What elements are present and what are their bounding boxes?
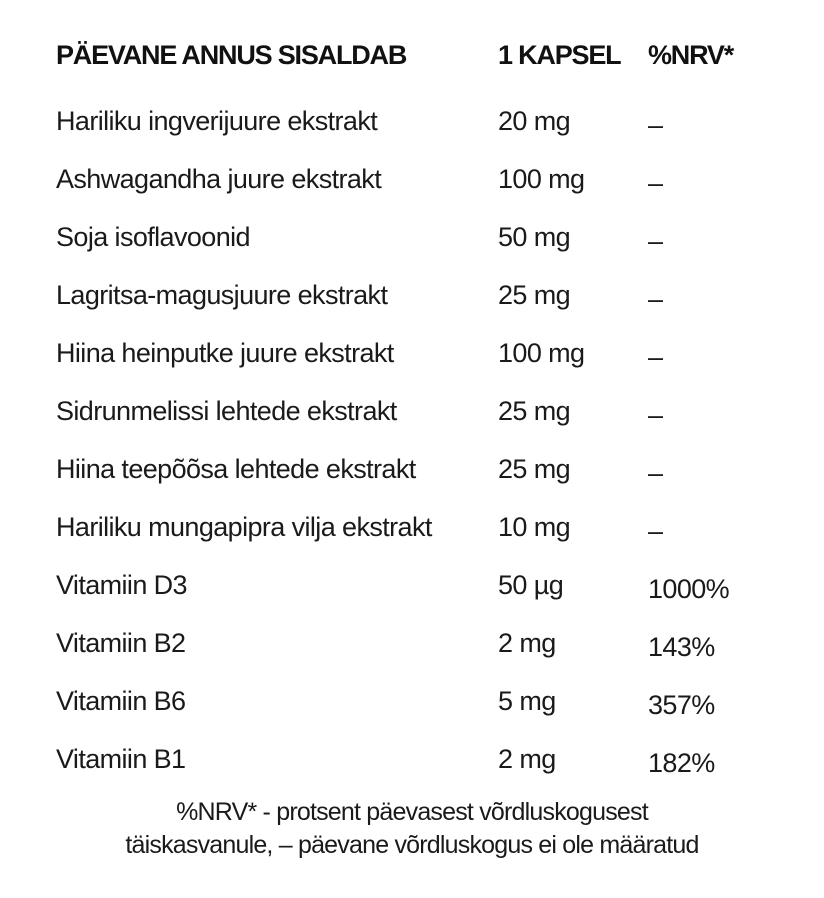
ingredient-name: Hariliku mungapipra vilja ekstrakt: [56, 511, 432, 542]
table-row: [56, 730, 776, 788]
ingredient-nrv: –: [648, 515, 663, 546]
ingredient-name: Vitamiin D3: [56, 569, 187, 600]
table-header: [56, 30, 776, 80]
table-row: [56, 266, 776, 324]
ingredient-amount: 20 mg: [498, 105, 571, 136]
table-row: [56, 382, 776, 440]
table-row: [56, 556, 776, 614]
footnote-line-1: %NRV* - protsent päevasest võrdluskogusest: [176, 798, 648, 826]
nutrition-table: [56, 30, 776, 788]
ingredient-name: Vitamiin B1: [56, 743, 186, 774]
ingredient-amount: 50 µg: [498, 569, 564, 600]
ingredient-nrv: 1000%: [648, 573, 730, 604]
header-ingredient: PÄEVANE ANNUS SISALDAB: [56, 39, 407, 70]
ingredient-nrv: 143%: [648, 631, 715, 662]
ingredient-name: Sidrunmelissi lehtede ekstrakt: [56, 395, 397, 426]
ingredient-name: Soja isoflavoonid: [56, 221, 250, 252]
table-row: [56, 440, 776, 498]
table-row: [56, 208, 776, 266]
ingredient-amount: 25 mg: [498, 395, 571, 426]
footnote-line-2: täiskasvanule, – päevane võrdluskogus ei ole määratud: [125, 831, 699, 859]
ingredient-amount: 25 mg: [498, 279, 571, 310]
ingredient-name: Vitamiin B6: [56, 685, 186, 716]
ingredient-amount: 50 mg: [498, 221, 571, 252]
table-row: [56, 92, 776, 150]
ingredient-nrv: –: [648, 283, 663, 314]
table-row: [56, 672, 776, 730]
ingredient-amount: 100 mg: [498, 337, 585, 368]
ingredient-nrv: –: [648, 167, 663, 198]
ingredient-nrv: –: [648, 457, 663, 488]
ingredient-amount: 25 mg: [498, 453, 571, 484]
table-row: [56, 614, 776, 672]
ingredient-name: Hariliku ingverijuure ekstrakt: [56, 105, 378, 136]
ingredient-nrv: –: [648, 399, 663, 430]
ingredient-nrv: –: [648, 341, 663, 372]
ingredient-nrv: 182%: [648, 747, 715, 778]
table-row: [56, 498, 776, 556]
ingredient-name: Vitamiin B2: [56, 627, 186, 658]
header-nrv: %NRV*: [648, 39, 734, 70]
header-amount: 1 KAPSEL: [498, 39, 621, 70]
ingredient-amount: 10 mg: [498, 511, 571, 542]
ingredient-name: Ashwagandha juure ekstrakt: [56, 163, 382, 194]
footnote: [0, 796, 824, 862]
ingredient-name: Hiina teepõõsa lehtede ekstrakt: [56, 453, 416, 484]
ingredient-name: Hiina heinputke juure ekstrakt: [56, 337, 394, 368]
ingredient-nrv: –: [648, 109, 663, 140]
ingredient-amount: 100 mg: [498, 163, 585, 194]
table-row: [56, 324, 776, 382]
ingredient-amount: 5 mg: [498, 685, 556, 716]
ingredient-nrv: –: [648, 225, 663, 256]
ingredient-amount: 2 mg: [498, 743, 556, 774]
ingredient-amount: 2 mg: [498, 627, 556, 658]
table-row: [56, 150, 776, 208]
ingredient-name: Lagritsa-magusjuure ekstrakt: [56, 279, 388, 310]
table-body: [56, 92, 776, 788]
ingredient-nrv: 357%: [648, 689, 715, 720]
